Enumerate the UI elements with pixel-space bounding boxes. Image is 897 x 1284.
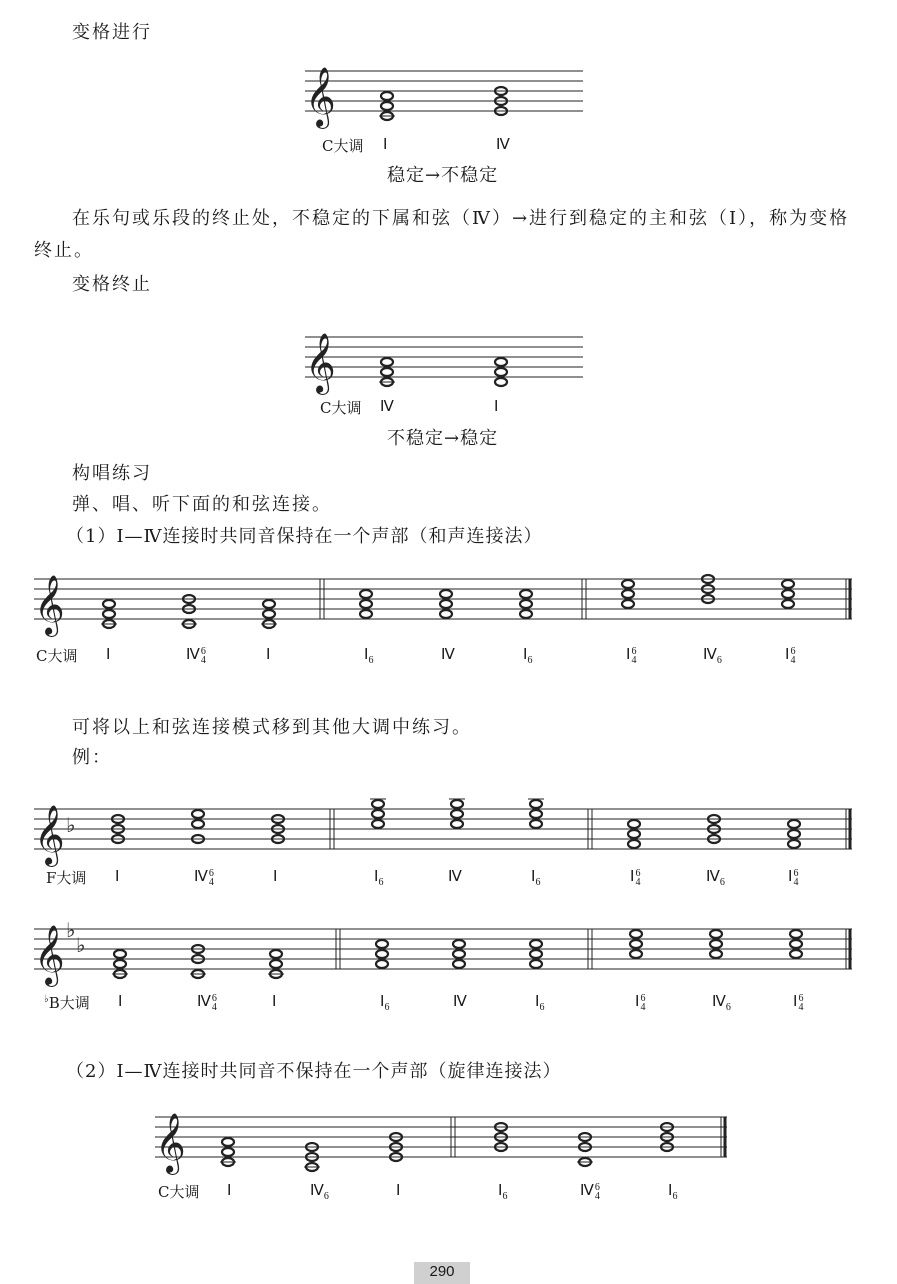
label-IV64: Ⅳ 6 4 <box>194 867 214 888</box>
chord-IV <box>440 590 452 618</box>
label-IV64: Ⅳ 6 4 <box>186 645 206 666</box>
treble-clef-icon: 𝄞 <box>305 333 336 393</box>
label-I64: Ⅰ 6 4 <box>626 645 637 666</box>
flat-icon: ♭ <box>66 918 76 942</box>
exercise-intro: 弹、唱、听下面的和弦连接。 <box>72 494 332 515</box>
label-I6: $Ⅰ_6$ <box>380 994 390 1013</box>
chord-I64 <box>630 930 642 958</box>
b-flat-major-key-label <box>44 992 90 1013</box>
staff-c-major-exercise <box>34 560 854 640</box>
flat-icon: ♭ <box>76 933 86 957</box>
heading-plagal-progression: 变格进行 <box>72 22 152 43</box>
label-I: Ⅰ <box>115 869 120 885</box>
chord-IV64 <box>577 1133 593 1166</box>
chord-I64 <box>628 820 640 848</box>
label-I: Ⅰ <box>227 1183 232 1199</box>
chord-I <box>268 950 284 978</box>
label-IV6: $Ⅳ_6$ <box>310 1183 329 1202</box>
chord-I64 <box>782 580 794 608</box>
f-major-key-label: F大调 <box>46 869 87 887</box>
chord-I <box>112 950 128 978</box>
c-major-melodic-key-label: C大调 <box>158 1183 200 1201</box>
chord-I6 <box>530 940 542 968</box>
label-I64: Ⅰ 6 4 <box>785 645 796 666</box>
heading-exercise: 构唱练习 <box>72 463 152 484</box>
chord-IV <box>449 799 465 828</box>
staff-b-flat-major <box>34 910 854 990</box>
chord-I64 <box>622 580 634 608</box>
label-I6: $Ⅰ_6$ <box>374 869 384 888</box>
ex2-key-label: C大调 <box>320 399 362 417</box>
key-flat-sign: ♭ <box>44 994 49 1005</box>
chord-I6 <box>520 590 532 618</box>
label-I: Ⅰ <box>396 1183 401 1199</box>
label-I: Ⅰ <box>272 994 277 1010</box>
ex1-key-label: C大调 <box>322 137 364 155</box>
paragraph-plagal-cadence: 在乐句或乐段的终止处，不稳定的下属和弦（Ⅳ）→进行到稳定的主和弦（Ⅰ），称为变格终止。 <box>34 208 850 261</box>
chord-I <box>261 600 277 628</box>
chord-I64 <box>790 930 802 958</box>
label-IV: Ⅳ <box>448 869 462 885</box>
label-IV6: $Ⅳ_6$ <box>712 994 731 1013</box>
flat-icon: ♭ <box>66 813 76 837</box>
chord-IV6 <box>710 930 722 958</box>
label-I: Ⅰ <box>266 647 271 663</box>
label-IV6: $Ⅳ_6$ <box>703 647 722 666</box>
chord-I6 <box>360 590 372 618</box>
chord-I64 <box>788 820 800 848</box>
staff-c-major-melodic <box>155 1098 735 1178</box>
page-number: 290 <box>414 1262 470 1284</box>
chord-IV64 <box>181 595 197 628</box>
treble-clef-icon: 𝄞 <box>34 805 65 865</box>
staff-example-2 <box>305 318 585 398</box>
ex2-chord2-label: Ⅰ <box>494 399 499 415</box>
chord-IV <box>379 358 395 386</box>
chord-I6 <box>528 799 544 828</box>
heading-plagal-cadence: 变格终止 <box>72 274 152 295</box>
treble-clef-icon: 𝄞 <box>34 925 65 985</box>
chord-I <box>495 358 507 386</box>
label-I6: $Ⅰ_6$ <box>531 869 541 888</box>
item1-title: （1）Ⅰ—Ⅳ连接时共同音保持在一个声部（和声连接法） <box>66 526 543 547</box>
label-I6: $Ⅰ_6$ <box>498 1183 508 1202</box>
label-I64: Ⅰ 6 4 <box>793 992 804 1013</box>
chord-I <box>101 600 117 628</box>
label-IV: Ⅳ <box>453 994 467 1010</box>
treble-clef-icon: 𝄞 <box>34 575 65 635</box>
chord-IV <box>453 940 465 968</box>
label-IV64: Ⅳ 6 4 <box>197 992 217 1013</box>
label-IV: Ⅳ <box>441 647 455 663</box>
label-I64: Ⅰ 6 4 <box>630 867 641 888</box>
treble-clef-icon: 𝄞 <box>155 1113 186 1173</box>
label-I6: $Ⅰ_6$ <box>535 994 545 1013</box>
label-IV6: $Ⅳ_6$ <box>706 869 725 888</box>
chord-I <box>220 1138 236 1166</box>
staff-example-1 <box>305 52 585 132</box>
item2-title: （2）Ⅰ—Ⅳ连接时共同音不保持在一个声部（旋律连接法） <box>66 1061 562 1082</box>
staff-f-major <box>34 790 854 870</box>
label-I64: Ⅰ 6 4 <box>635 992 646 1013</box>
chord-I6 <box>370 799 386 828</box>
ex2-caption: 不稳定→稳定 <box>387 428 499 449</box>
key-name: B大调 <box>48 994 90 1012</box>
chord-IV64 <box>190 945 206 978</box>
label-I6: $Ⅰ_6$ <box>523 647 533 666</box>
chord-I6 <box>376 940 388 968</box>
chord-I <box>379 92 395 120</box>
chord-IV64 <box>192 810 204 843</box>
label-I: Ⅰ <box>273 869 278 885</box>
ex2-chord1-label: Ⅳ <box>380 399 394 415</box>
label-I64: Ⅰ 6 4 <box>788 867 799 888</box>
c-major-key-label: C大调 <box>36 647 78 665</box>
label-I6: $Ⅰ_6$ <box>668 1183 678 1202</box>
label-I: Ⅰ <box>118 994 123 1010</box>
ex1-chord1-label: Ⅰ <box>383 137 388 153</box>
label-I: Ⅰ <box>106 647 111 663</box>
label-I6: $Ⅰ_6$ <box>364 647 374 666</box>
treble-clef-icon: 𝄞 <box>305 67 336 127</box>
example-label: 例： <box>72 747 112 768</box>
ex1-caption: 稳定→不稳定 <box>387 165 499 186</box>
transpose-note: 可将以上和弦连接模式移到其他大调中练习。 <box>72 717 472 738</box>
label-IV64: Ⅳ 6 4 <box>580 1181 600 1202</box>
ex1-chord2-label: Ⅳ <box>496 137 510 153</box>
